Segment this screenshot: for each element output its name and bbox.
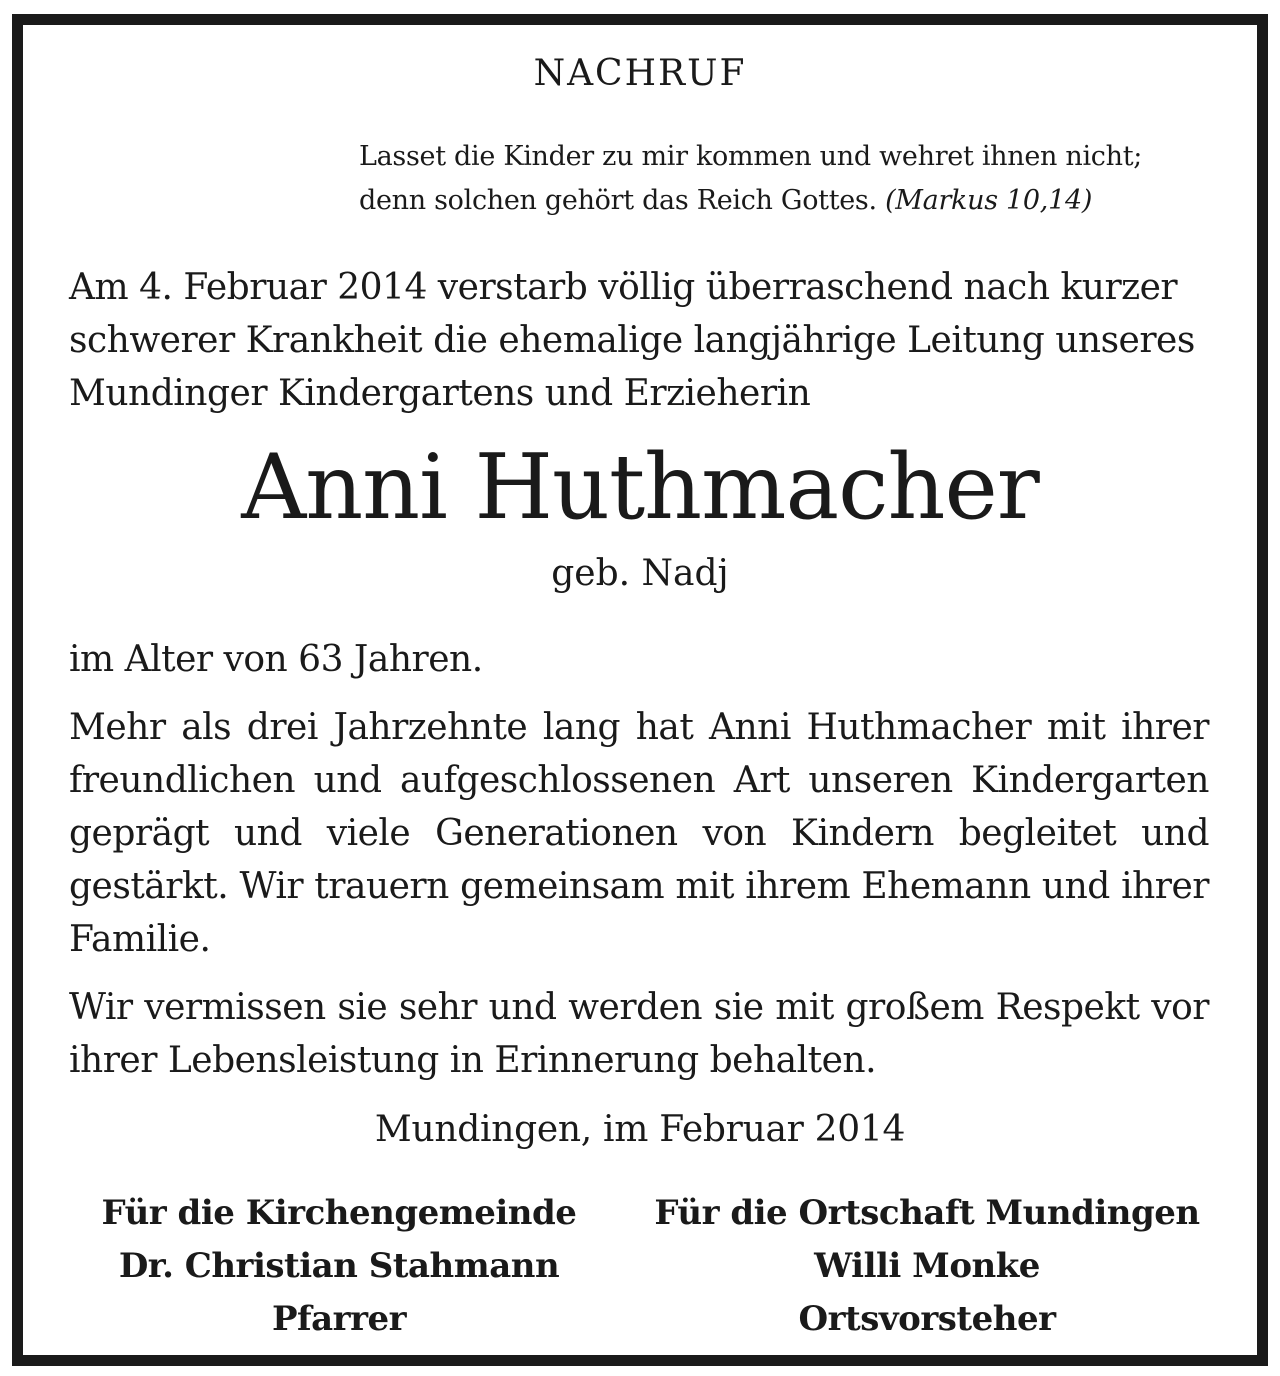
signature-village-org: Für die Ortschaft Mundingen — [654, 1193, 1200, 1233]
intro-line-1: Am 4. Februar 2014 verstarb völlig überraschend nach kurzer — [69, 267, 1178, 308]
place-date: Mundingen, im Februar 2014 — [374, 1109, 906, 1150]
obituary-heading: NACHRUF — [533, 53, 747, 94]
farewell-paragraph: Wir vermissen sie sehr und werden sie mit großem Respekt vor ihrer Lebensleistung in Erinnerung behalten. — [69, 987, 1209, 1081]
obituary-frame — [12, 14, 1268, 1366]
signatures — [59, 1187, 1227, 1346]
intro-line-2: schwerer Krankheit die ehemalige langjährige Leitung unseres — [69, 320, 1195, 361]
signature-church — [59, 1187, 619, 1346]
verse-line-2 — [359, 179, 1229, 223]
tribute-paragraph: Mehr als drei Jahrzehnte lang hat Anni Huthmacher mit ihrer freundlichen und aufgeschlossenen Art unseren Kindergarten geprägt und viele Generationen von Kindern begleitet und gestärkt. Wir trauern gemeinsam mit ihrem Ehemann und ihrer Familie. — [69, 707, 1209, 960]
intro-line-3: Mundinger Kindergartens und Erzieherin — [69, 373, 811, 414]
signature-village — [627, 1187, 1227, 1346]
signature-church-person: Dr. Christian Stahmann — [118, 1246, 560, 1286]
birth-name: geb. Nadj — [551, 553, 729, 594]
signature-church-org: Für die Kirchengemeinde — [101, 1193, 577, 1233]
signature-village-person: Willi Monke — [814, 1246, 1040, 1286]
intro-paragraph — [69, 261, 1209, 420]
signature-church-role: Pfarrer — [271, 1299, 407, 1339]
verse-reference: (Markus 10,14) — [885, 185, 1093, 216]
bible-verse — [359, 135, 1229, 223]
age-statement: im Alter von 63 Jahren. — [69, 639, 483, 680]
signature-village-role: Ortsvorsteher — [798, 1299, 1056, 1339]
verse-line-1: Lasset die Kinder zu mir kommen und wehret ihnen nicht; — [359, 141, 1143, 172]
deceased-name: Anni Huthmacher — [241, 435, 1039, 540]
verse-line-2-text: denn solchen gehört das Reich Gottes. — [359, 185, 877, 216]
